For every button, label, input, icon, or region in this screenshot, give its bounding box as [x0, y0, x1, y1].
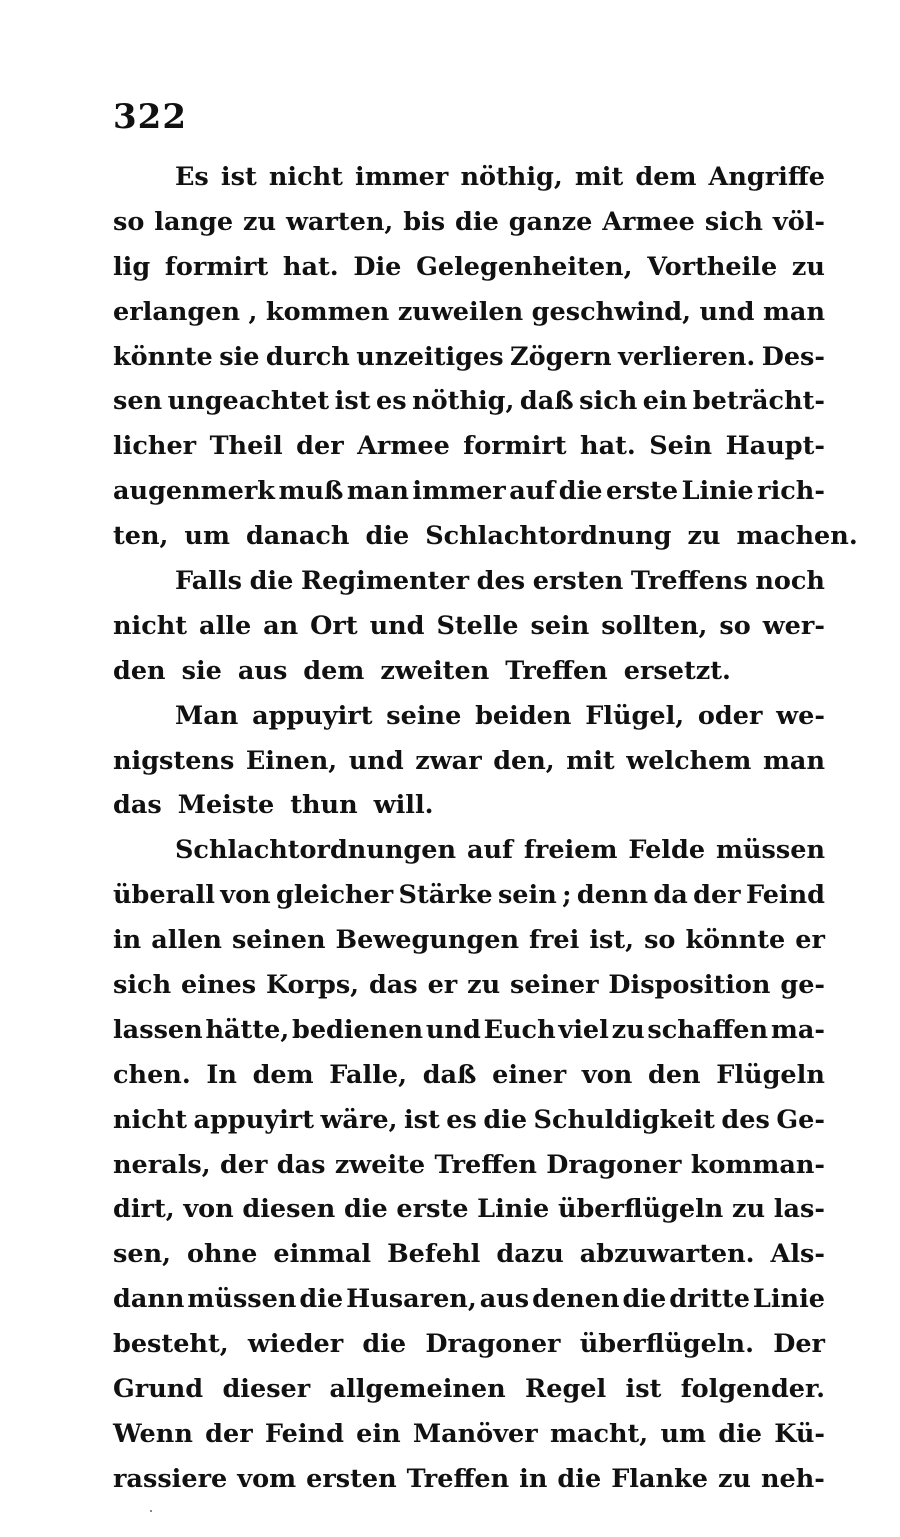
word: der [219, 1149, 268, 1180]
word: sich [704, 206, 763, 237]
word: er [795, 925, 825, 956]
word: er [427, 970, 458, 1001]
word: sen [113, 386, 163, 417]
text-line [113, 880, 825, 925]
word: könnte [113, 341, 213, 372]
body-text [113, 162, 858, 1509]
word: ist, [589, 925, 635, 956]
word: ; [562, 880, 572, 911]
word: muß [278, 476, 344, 507]
word: Feind [264, 1418, 344, 1449]
word: ten, [113, 521, 169, 552]
word: Schlachtordnung [425, 521, 672, 552]
word: erlangen [113, 296, 241, 327]
text-line [113, 342, 825, 387]
word: an [263, 610, 299, 641]
word: unzeitiges [356, 341, 504, 372]
word: sein [497, 880, 557, 911]
text-line [113, 970, 825, 1015]
word: Flügeln [716, 1059, 825, 1090]
text-line [113, 521, 858, 566]
word: bedienen [291, 1014, 424, 1045]
word: lig [113, 251, 151, 282]
word: ungeachtet [167, 386, 330, 417]
word: Schlachtordnungen [175, 835, 457, 866]
text-line [113, 1464, 825, 1509]
word: des [476, 566, 526, 597]
word: Disposition [608, 970, 771, 1001]
word: kommen [265, 296, 390, 327]
text-line [113, 656, 825, 701]
word: der [296, 431, 344, 462]
word: zu [467, 970, 501, 1001]
word: Euch [483, 1014, 556, 1045]
text-line [113, 1329, 825, 1374]
word: denen [532, 1284, 620, 1315]
text-line [113, 1419, 825, 1464]
word: nerals, [113, 1149, 211, 1180]
word: Man [175, 700, 239, 731]
text-line [113, 790, 825, 835]
paper-speck [150, 1510, 152, 1512]
word: immer [412, 476, 506, 507]
text-line [113, 1239, 825, 1284]
word: so [719, 610, 751, 641]
word: daß [422, 1059, 477, 1090]
word: Schuldigkeit [533, 1104, 715, 1135]
word: um [184, 521, 230, 552]
word: es [376, 386, 407, 417]
word: ist [334, 386, 371, 417]
word: viel [558, 1014, 609, 1045]
word: völ- [772, 206, 825, 237]
word: die [249, 566, 294, 597]
word: Ge- [776, 1104, 825, 1135]
text-line [113, 701, 825, 746]
word: gleicher [276, 880, 394, 911]
word: Treffen [406, 1463, 510, 1494]
word: auf [509, 476, 556, 507]
word: Theil [209, 431, 283, 462]
word: ma- [770, 1014, 825, 1045]
word: Treffens [630, 566, 748, 597]
word: macht, [549, 1418, 649, 1449]
word: einer [492, 1059, 567, 1090]
word: nöthig, [412, 386, 515, 417]
word: Vortheile [647, 251, 778, 282]
word: den, [493, 745, 555, 776]
word: Regel [525, 1374, 607, 1405]
word: zwar [415, 745, 482, 776]
word: ersetzt. [623, 655, 731, 686]
word: Grund [113, 1374, 204, 1405]
word: Dragoner [546, 1149, 682, 1180]
word: einmal [273, 1239, 372, 1270]
word: Haupt- [725, 431, 825, 462]
word: freiem [523, 835, 618, 866]
word: ohne [187, 1239, 258, 1270]
word: aus [479, 1284, 530, 1315]
word: das [276, 1149, 326, 1180]
word: die [557, 1463, 602, 1494]
word: Stärke [398, 880, 493, 911]
word: besteht, [113, 1329, 229, 1360]
word: Flügel, [585, 700, 685, 731]
word: Feind [745, 880, 825, 911]
word: allen [151, 925, 222, 956]
word: Wenn [113, 1418, 193, 1449]
word: warten, [285, 206, 394, 237]
word: Zögern [510, 341, 612, 372]
page-number: 322 [113, 97, 187, 137]
word: zweiten [380, 655, 490, 686]
text-line [113, 1015, 825, 1060]
word: sie [219, 341, 260, 372]
word: chen. [113, 1059, 191, 1090]
word: man [762, 296, 825, 327]
word: Des- [761, 341, 825, 372]
word: nicht [113, 610, 188, 641]
word: licher [113, 431, 197, 462]
word: mit [566, 745, 615, 776]
word: zu [791, 251, 825, 282]
word: könnte [685, 925, 786, 956]
word: , [248, 296, 258, 327]
word: schaffen [647, 1014, 769, 1045]
word: Treffen [505, 655, 608, 686]
text-line [113, 476, 825, 521]
text-line [113, 386, 825, 431]
word: überall [113, 880, 215, 911]
word: die [455, 206, 499, 237]
word: formirt [164, 251, 269, 282]
word: noch [755, 566, 825, 597]
word: las- [773, 1194, 825, 1225]
word: erste [396, 1194, 469, 1225]
text-line [113, 207, 825, 252]
word: seiner [510, 970, 599, 1001]
word: nöthig, [460, 162, 563, 192]
word: Armee [602, 206, 695, 237]
word: von [581, 1059, 633, 1090]
text-line [113, 925, 825, 970]
word: müssen [187, 1284, 297, 1315]
word: sich [113, 970, 172, 1001]
word: hat. [580, 431, 636, 462]
word: zu [732, 1194, 766, 1225]
word: und [699, 296, 755, 327]
word: hat. [282, 251, 339, 282]
word: immer [355, 162, 449, 192]
word: rassiere [113, 1463, 228, 1494]
word: seinen [231, 925, 326, 956]
word: das [368, 970, 418, 1001]
word: nicht [268, 162, 343, 192]
word: Linie [681, 476, 754, 507]
word: lassen [113, 1014, 203, 1045]
word: so [113, 206, 145, 237]
word: Die [353, 251, 402, 282]
word: zweite [334, 1149, 426, 1180]
word: frei [529, 925, 580, 956]
word: neh- [761, 1463, 825, 1494]
word: in [519, 1463, 548, 1494]
text-line [113, 1060, 825, 1105]
word: diesen [242, 1194, 336, 1225]
text-line [113, 1374, 825, 1419]
word: folgender. [680, 1374, 825, 1405]
text-line [113, 1150, 825, 1195]
word: seine [386, 700, 462, 731]
word: zu [717, 1463, 751, 1494]
word: des [721, 1104, 770, 1135]
word: sich [579, 386, 638, 417]
word: so [644, 925, 676, 956]
word: rich- [757, 476, 825, 507]
word: zuweilen [397, 296, 524, 327]
word: beiden [475, 700, 572, 731]
word: danach [245, 521, 350, 552]
word: eines [181, 970, 257, 1001]
word: sie [181, 655, 222, 686]
word: um [660, 1418, 706, 1449]
word: Als- [770, 1239, 825, 1270]
word: wäre, [320, 1104, 398, 1135]
word: und [348, 745, 404, 776]
word: dem [303, 655, 365, 686]
word: den [113, 655, 166, 686]
text-line [113, 297, 825, 342]
text-line [113, 566, 825, 611]
text-line [113, 252, 825, 297]
word: Befehl [387, 1239, 481, 1270]
word: der [205, 1418, 253, 1449]
word: man [346, 476, 409, 507]
word: zu [243, 206, 277, 237]
word: die [622, 1284, 667, 1315]
word: dieser [222, 1374, 311, 1405]
word: die [299, 1284, 344, 1315]
word: augenmerk [113, 476, 275, 507]
word: wieder [247, 1329, 344, 1360]
word: ist [625, 1374, 662, 1405]
word: Regimenter [300, 566, 470, 597]
word: dann [113, 1284, 185, 1315]
word: es [446, 1104, 477, 1135]
word: Stelle [436, 610, 519, 641]
word: ersten [306, 1463, 397, 1494]
word: die [718, 1418, 762, 1449]
word: nicht [113, 1104, 188, 1135]
word: dazu [496, 1239, 564, 1270]
word: In [206, 1059, 237, 1090]
word: Es [175, 162, 209, 192]
word: appuyirt [193, 1104, 314, 1135]
word: zu [687, 521, 721, 552]
word: daß [519, 386, 574, 417]
word: geschwind, [531, 296, 692, 327]
text-line [113, 162, 825, 207]
word: Falle, [329, 1059, 408, 1090]
word: zu [611, 1014, 645, 1045]
word: Armee [357, 431, 450, 462]
word: in [113, 925, 142, 956]
word: die [343, 1194, 388, 1225]
word: Felde [628, 835, 706, 866]
word: man [762, 745, 825, 776]
word: Sein [649, 431, 713, 462]
word: ganze [508, 206, 593, 237]
word: komman- [690, 1149, 825, 1180]
word: die [558, 476, 603, 507]
word: allgemeinen [329, 1374, 506, 1405]
word: und [425, 1014, 481, 1045]
word: die [483, 1104, 528, 1135]
word: dirt, [113, 1194, 175, 1225]
word: Linie [477, 1194, 550, 1225]
word: appuyirt [252, 700, 373, 731]
text-line [113, 431, 825, 476]
text-line [113, 1284, 825, 1329]
word: verlieren. [618, 341, 756, 372]
word: Treffen [434, 1149, 537, 1180]
word: durch [265, 341, 350, 372]
word: die [362, 1329, 407, 1360]
word: Husaren, [346, 1284, 477, 1315]
word: nigstens [113, 745, 235, 776]
word: Meiste [177, 790, 275, 821]
word: bis [403, 206, 446, 237]
word: formirt [463, 431, 567, 462]
word: welchem [626, 745, 752, 776]
word: Ort [310, 610, 358, 641]
word: denn [576, 880, 649, 911]
word: sollten, [601, 610, 708, 641]
word: will. [373, 790, 434, 821]
word: das [113, 790, 162, 821]
word: Bewegungen [335, 925, 519, 956]
word: ein [642, 386, 688, 417]
text-line [113, 1105, 825, 1150]
word: Falls [175, 566, 242, 597]
word: we- [776, 700, 825, 731]
word: mit [574, 162, 624, 192]
word: dritte [669, 1284, 750, 1315]
word: überflügeln. [579, 1329, 754, 1360]
word: Flanke [611, 1463, 708, 1494]
word: oder [697, 700, 763, 731]
word: Angriffe [708, 162, 825, 192]
word: Manöver [412, 1418, 538, 1449]
word: sen, [113, 1239, 171, 1270]
word: erste [606, 476, 679, 507]
word: ersten [532, 566, 624, 597]
word: Dragoner [425, 1329, 561, 1360]
text-line [113, 746, 825, 791]
word: ein [356, 1418, 401, 1449]
word: Kü- [774, 1418, 825, 1449]
word: da [653, 880, 688, 911]
word: und [369, 610, 425, 641]
word: alle [199, 610, 252, 641]
word: aus [237, 655, 288, 686]
word: überflügeln [557, 1194, 724, 1225]
word: Korps, [265, 970, 360, 1001]
text-line [113, 611, 825, 656]
word: wer- [762, 610, 825, 641]
word: ist [403, 1104, 440, 1135]
word: ist [220, 162, 257, 192]
word: die [365, 521, 410, 552]
word: müssen [715, 835, 825, 866]
word: Gelegenheiten, [416, 251, 633, 282]
word: von [183, 1194, 234, 1225]
word: Einen, [245, 745, 338, 776]
word: dem [635, 162, 697, 192]
word: thun [290, 790, 358, 821]
word: hätte, [205, 1014, 290, 1045]
word: lange [154, 206, 234, 237]
word: der [693, 880, 741, 911]
text-line [113, 1194, 825, 1239]
word: abzuwarten. [579, 1239, 755, 1270]
word: vom [237, 1463, 297, 1494]
word: den [647, 1059, 701, 1090]
word: Der [773, 1329, 825, 1360]
word: auf [466, 835, 513, 866]
word: von [220, 880, 271, 911]
word: machen. [736, 521, 858, 552]
word: dem [252, 1059, 314, 1090]
word: sein [530, 610, 590, 641]
word: Linie [752, 1284, 825, 1315]
word: beträcht- [692, 386, 825, 417]
text-line [113, 835, 825, 880]
word: ge- [780, 970, 825, 1001]
